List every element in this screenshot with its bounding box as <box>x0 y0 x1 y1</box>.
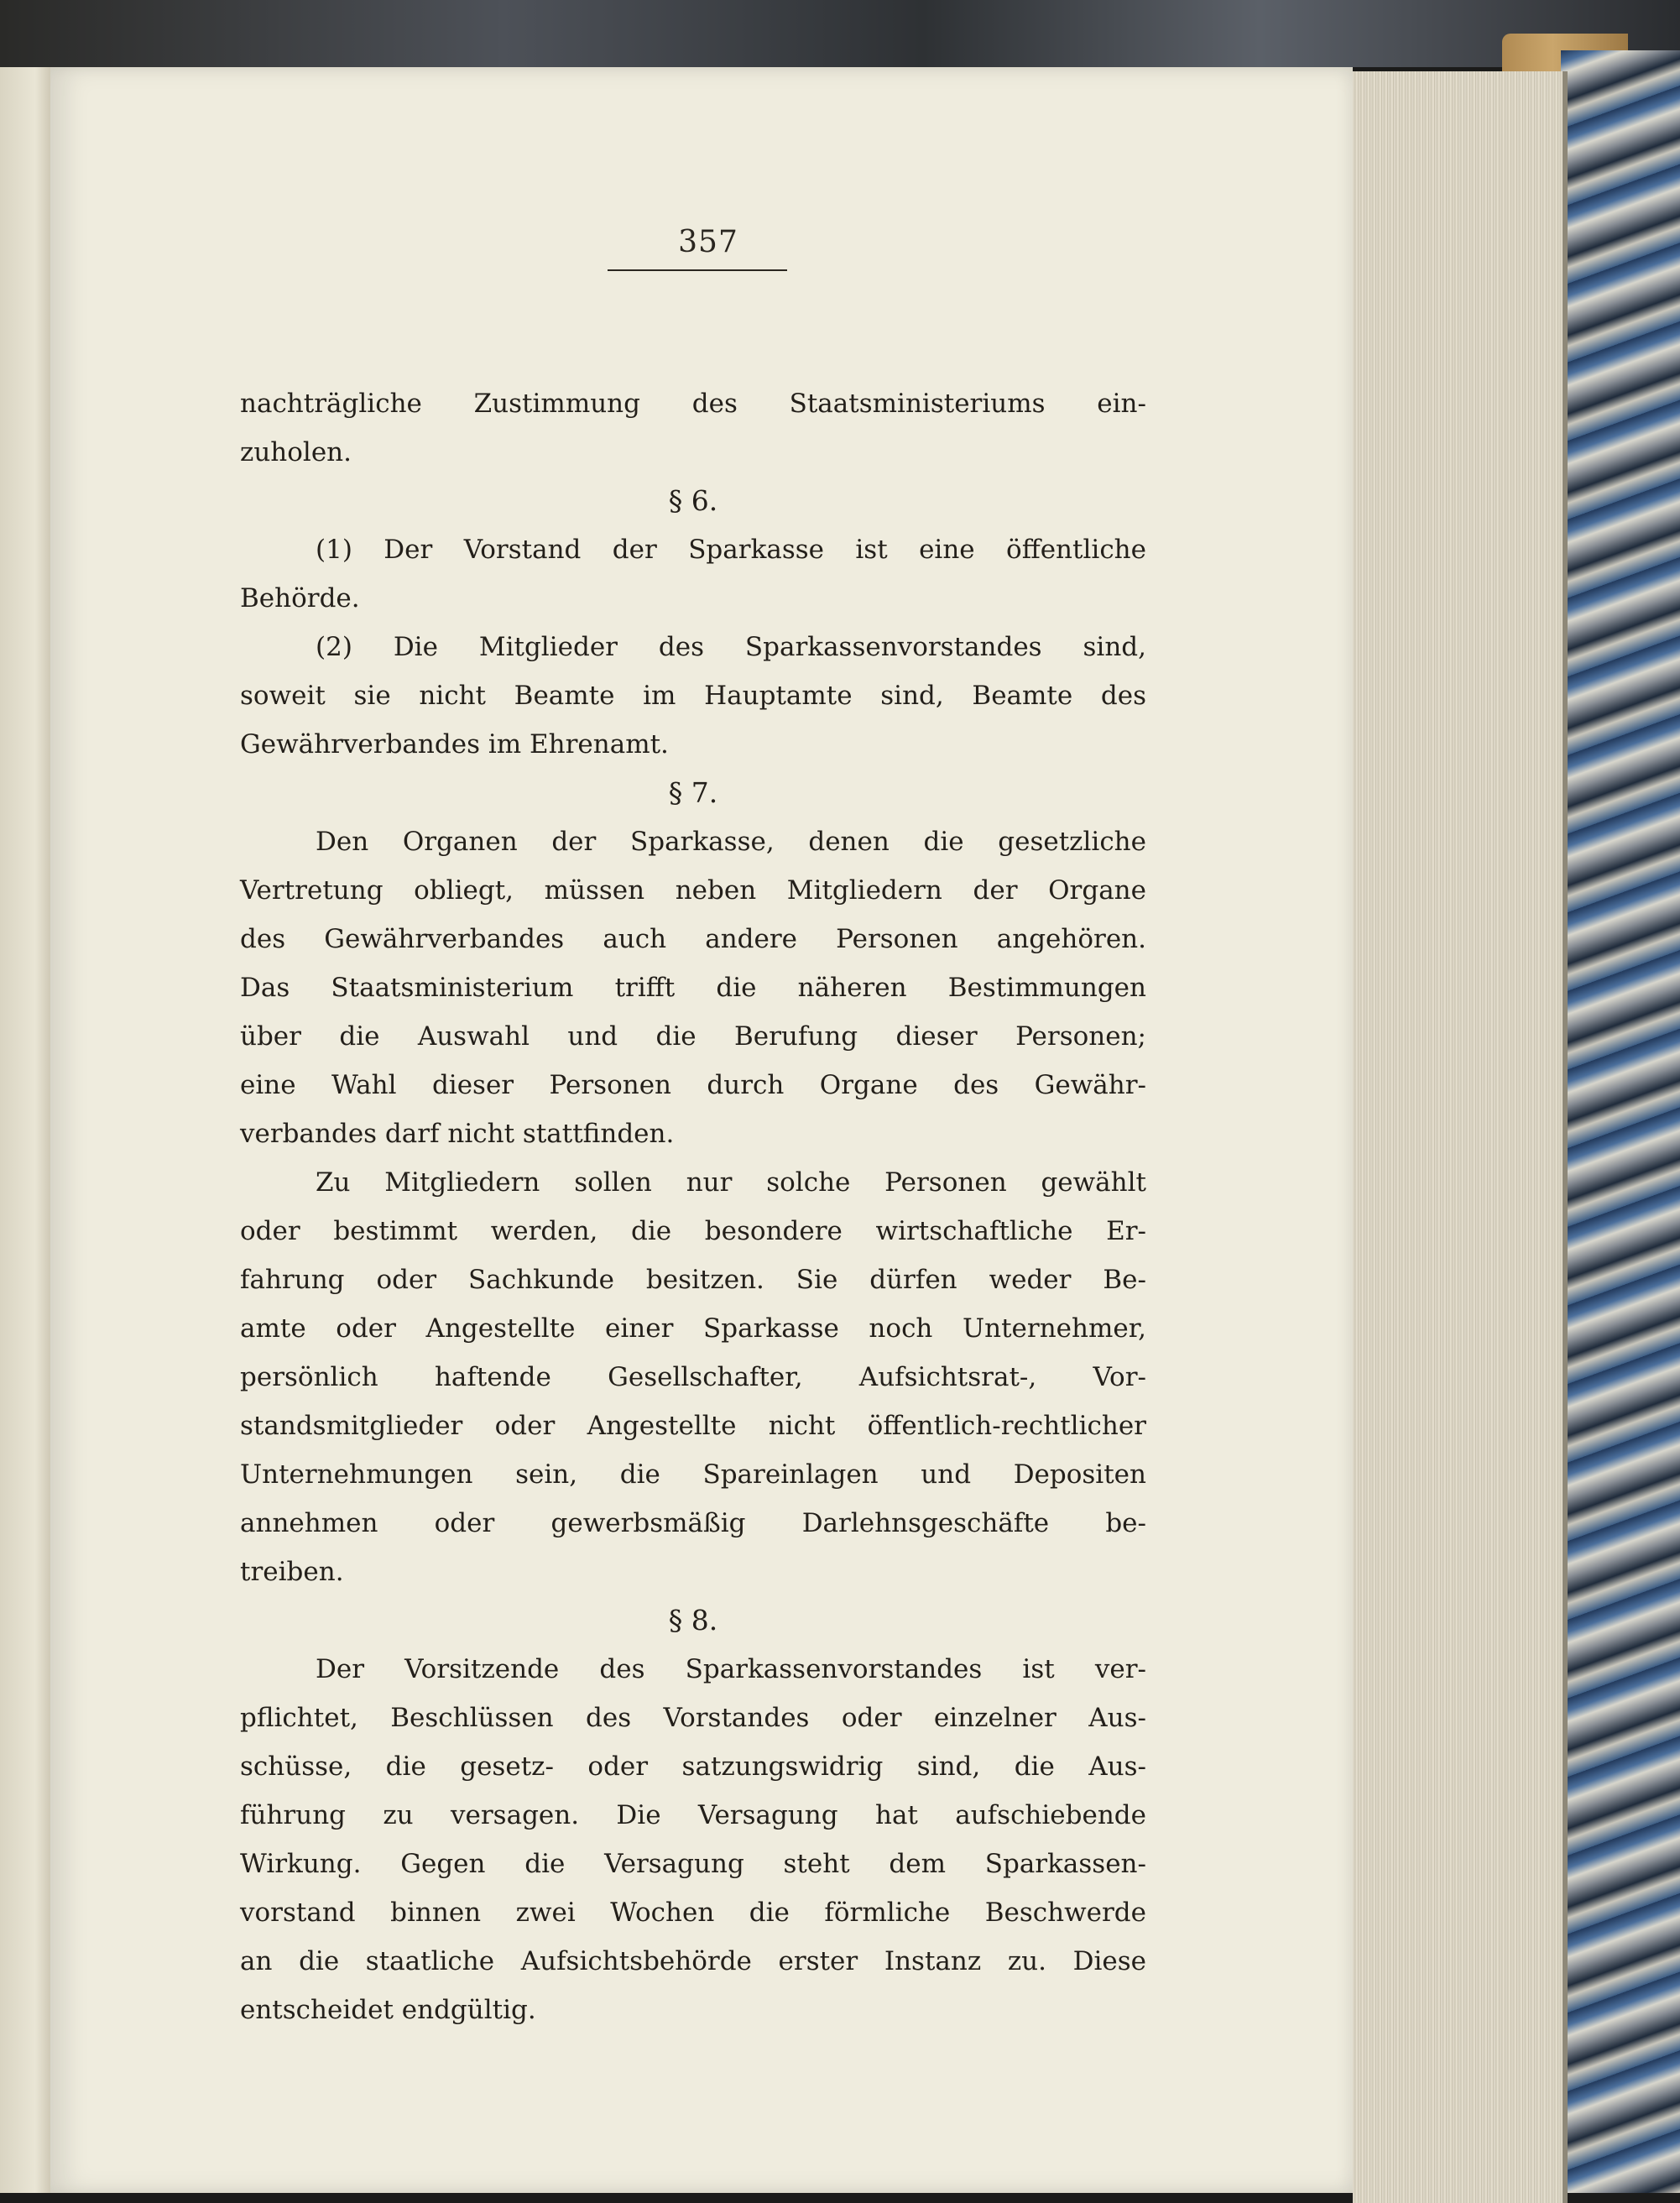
text-line: amte oder Angestellte einer Sparkasse noch Unternehmer, <box>240 1313 1146 1344</box>
text-line: Das Staatsministerium trifft die näheren Bestimmungen <box>240 973 1146 1003</box>
page-number-rule <box>608 269 787 271</box>
text-line: nachträgliche Zustimmung des Staatsministeriums ein- <box>240 389 1146 419</box>
text-line: standsmitglieder oder Angestellte nicht öffentlich-rechtlicher <box>240 1411 1146 1441</box>
text-line: (2) Die Mitglieder des Sparkassenvorstandes sind, <box>316 632 1146 662</box>
text-line: Zu Mitgliedern sollen nur solche Personen gewählt <box>316 1167 1146 1198</box>
text-line: an die staatliche Aufsichtsbehörde erster Instanz zu. Diese <box>240 1946 1146 1976</box>
marbled-cover-board <box>1561 50 1680 2193</box>
text-line: entscheidet endgültig. <box>240 1995 536 2025</box>
text-line: annehmen oder gewerbsmäßig Darlehnsgeschäfte be- <box>240 1508 1146 1538</box>
section-heading: § 8. <box>668 1604 718 1637</box>
text-line: Unternehmungen sein, die Spareinlagen und Depositen <box>240 1459 1146 1490</box>
text-line: (1) Der Vorstand der Sparkasse ist eine öffentliche <box>316 535 1146 565</box>
text-line: fahrung oder Sachkunde besitzen. Sie dürfen weder Be- <box>240 1265 1146 1295</box>
text-line: verbandes darf nicht stattfinden. <box>240 1119 675 1149</box>
text-line: treiben. <box>240 1557 344 1587</box>
text-line: Gewährverbandes im Ehrenamt. <box>240 729 669 760</box>
section-heading: § 6. <box>668 484 718 517</box>
text-line: schüsse, die gesetz- oder satzungswidrig sind, die Aus- <box>240 1751 1146 1782</box>
facing-page-edge <box>0 67 50 2193</box>
text-line: zuholen. <box>240 437 352 467</box>
body-text <box>240 379 1146 2034</box>
section-heading: § 7. <box>668 776 718 809</box>
text-line: Wirkung. Gegen die Versagung steht dem Sparkassen- <box>240 1849 1146 1879</box>
text-line: vorstand binnen zwei Wochen die förmliche Beschwerde <box>240 1898 1146 1928</box>
text-line: eine Wahl dieser Personen durch Organe des Gewähr- <box>240 1070 1146 1100</box>
page-edges <box>1353 71 1568 2203</box>
text-line: über die Auswahl und die Berufung dieser Personen; <box>240 1021 1146 1052</box>
text-line: persönlich haftende Gesellschafter, Aufsichtsrat-, Vor- <box>240 1362 1146 1392</box>
text-line: Vertretung obliegt, müssen neben Mitgliedern der Organe <box>240 875 1146 906</box>
text-line: pflichtet, Beschlüssen des Vorstandes oder einzelner Aus- <box>240 1703 1146 1733</box>
page-number: 357 <box>678 225 738 259</box>
marbled-cover-top <box>0 0 1680 67</box>
text-line: führung zu versagen. Die Versagung hat aufschiebende <box>240 1800 1146 1830</box>
text-line: oder bestimmt werden, die besondere wirtschaftliche Er- <box>240 1216 1146 1246</box>
text-line: Der Vorsitzende des Sparkassenvorstandes ist ver- <box>316 1654 1146 1684</box>
text-line: des Gewährverbandes auch andere Personen angehören. <box>240 924 1146 954</box>
text-line: soweit sie nicht Beamte im Hauptamte sind, Beamte des <box>240 681 1146 711</box>
text-line: Den Organen der Sparkasse, denen die gesetzliche <box>316 827 1146 857</box>
book-page <box>50 67 1353 2193</box>
text-line: Behörde. <box>240 583 360 613</box>
